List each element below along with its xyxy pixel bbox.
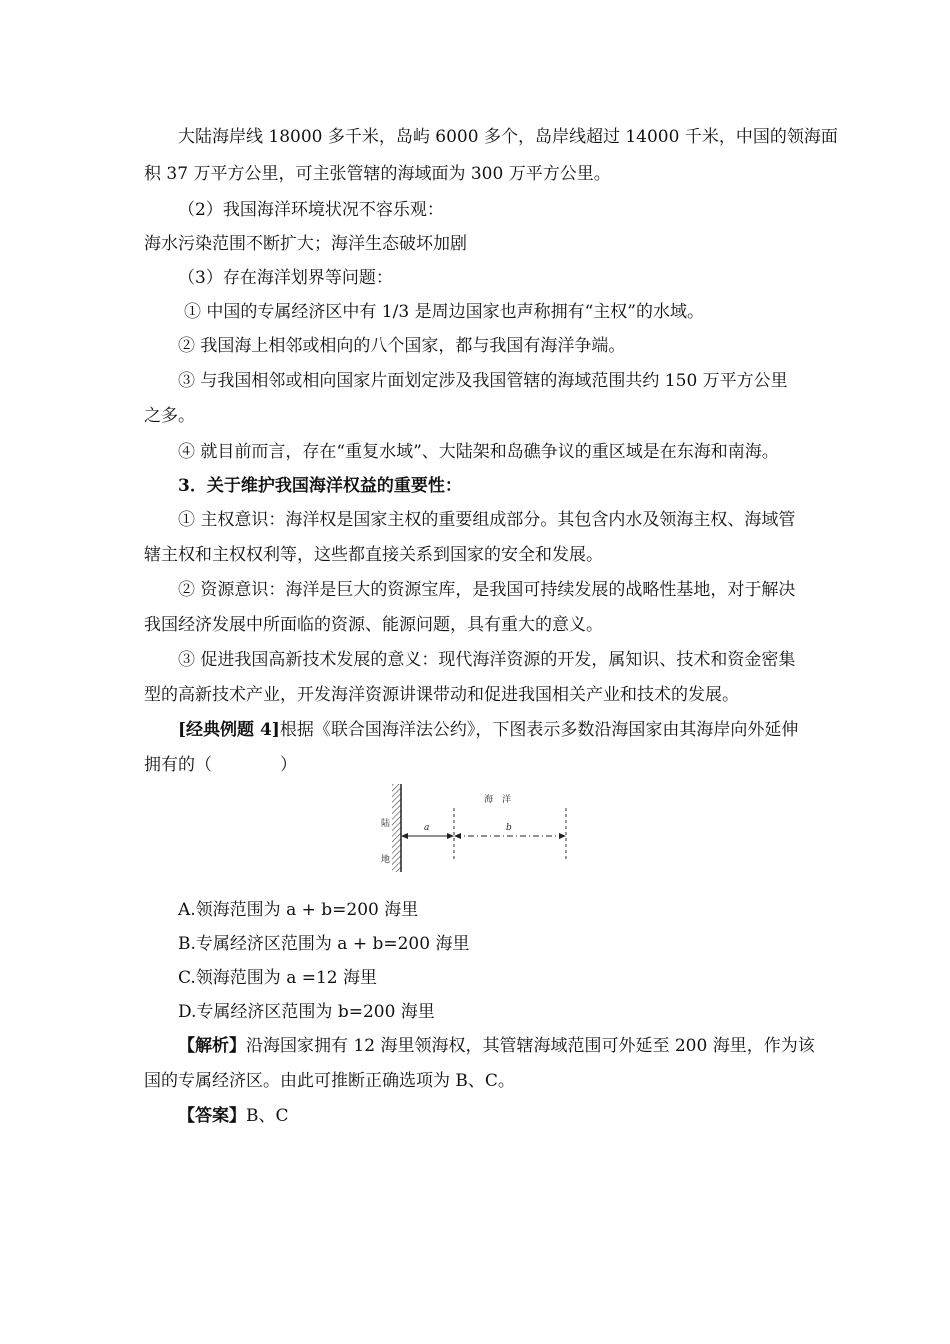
example-stem-cont: 拥有的（ ） xyxy=(144,755,297,775)
analysis-text: 沿海国家拥有 12 海里领海权，其管辖海域范围可外延至 200 海里，作为该 xyxy=(246,1036,815,1056)
heading-boundary: （3）存在海洋划界等问题： xyxy=(178,268,393,288)
land-label-bottom: 地 xyxy=(381,855,391,865)
answer xyxy=(178,1104,289,1128)
option-d: D.专属经济区范围为 b=200 海里 xyxy=(178,1002,435,1022)
importance-item-3-cont: 型的高新技术产业，开发海洋资源讲课带动和促进我国相关产业和技术的发展。 xyxy=(144,685,739,705)
ocean-label: 海 洋 xyxy=(484,795,512,805)
label-b: b xyxy=(506,823,512,833)
analysis xyxy=(178,1034,815,1058)
paragraph-coastline: 大陆海岸线 18000 多千米，岛屿 6000 多个，岛岸线超过 14000 千米，中国的领海面 xyxy=(178,127,838,147)
list-item-2: ② 我国海上相邻或相向的八个国家，都与我国有海洋争端。 xyxy=(178,336,626,356)
analysis-text-cont: 国的专属经济区。由此可推断正确选项为 B、C。 xyxy=(144,1071,515,1091)
label-a: a xyxy=(424,823,430,833)
example-tag: [经典例题 4] xyxy=(178,720,280,740)
list-item-4: ④ 就目前而言，存在“重复水域”、大陆架和岛礁争议的重区域是在东海和南海。 xyxy=(178,442,779,462)
heading-environment: （2）我国海洋环境状况不容乐观： xyxy=(178,200,444,220)
importance-item-1: ① 主权意识：海洋权是国家主权的重要组成部分。其包含内水及领海主权、海域管 xyxy=(178,510,796,530)
importance-item-3: ③ 促进我国高新技术发展的意义：现代海洋资源的开发，属知识、技术和资金密集 xyxy=(178,650,796,670)
option-b: B.专属经济区范围为 a + b=200 海里 xyxy=(178,934,470,954)
example-stem: 根据《联合国海洋法公约》，下图表示多数沿海国家由其海岸向外延伸 xyxy=(279,720,799,740)
paragraph-coastline-cont: 积 37 万平方公里，可主张管辖的海域面为 300 万平方公里。 xyxy=(144,164,611,184)
answer-value: B、C xyxy=(246,1106,289,1126)
importance-item-1-cont: 辖主权和主权权利等，这些都直接关系到国家的安全和发展。 xyxy=(144,545,603,565)
option-c: C.领海范围为 a =12 海里 xyxy=(178,968,378,988)
section-heading-importance: 3．关于维护我国海洋权益的重要性： xyxy=(178,476,462,496)
paragraph-pollution: 海水污染范围不断扩大；海洋生态破坏加剧 xyxy=(144,234,467,254)
list-item-3-cont: 之多。 xyxy=(144,406,195,426)
option-a: A.领海范围为 a + b=200 海里 xyxy=(178,900,419,920)
land-label-top: 陆 xyxy=(381,819,391,829)
example-question xyxy=(178,718,798,742)
list-item-3: ③ 与我国相邻或相向国家片面划定涉及我国管辖的海域范围共约 150 万平方公里 xyxy=(178,371,788,391)
importance-item-2-cont: 我国经济发展中所面临的资源、能源问题，具有重大的意义。 xyxy=(144,615,603,635)
importance-item-2: ② 资源意识：海洋是巨大的资源宝库，是我国可持续发展的战略性基地，对于解决 xyxy=(178,580,796,600)
list-item-1: ① 中国的专属经济区中有 1/3 是周边国家也声称拥有“主权”的水域。 xyxy=(184,302,704,322)
sea-zone-diagram xyxy=(378,782,582,874)
land-hatch xyxy=(392,784,401,872)
answer-label: 【答案】 xyxy=(178,1106,246,1126)
analysis-label: 【解析】 xyxy=(178,1036,246,1056)
